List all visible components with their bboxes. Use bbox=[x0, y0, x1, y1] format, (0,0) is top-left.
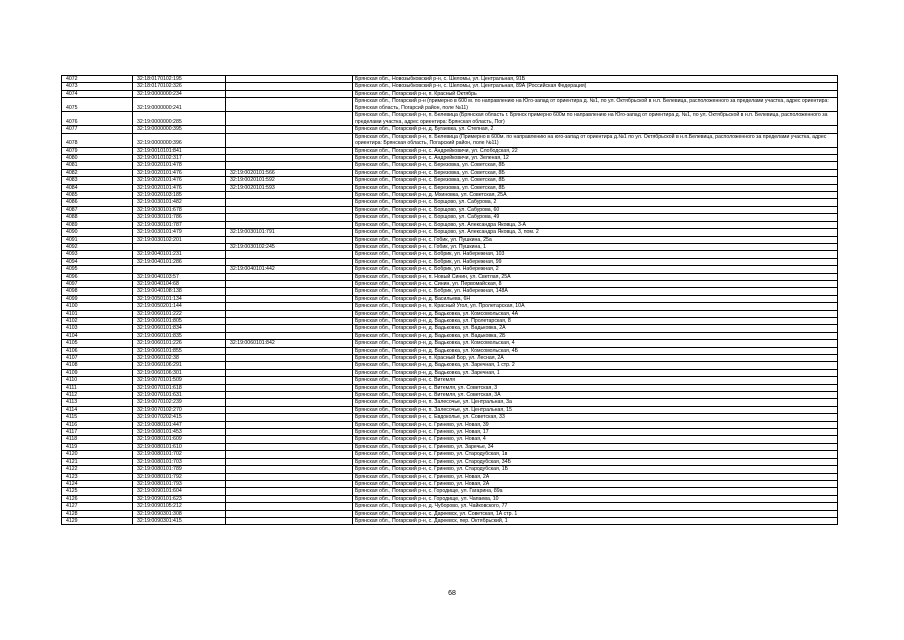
address-cell: Брянская обл., Погарский р-н, с. Борщово, ул. Сабурова, 49 bbox=[353, 214, 838, 221]
row-number-cell: 4082 bbox=[62, 169, 133, 176]
address-cell: Брянская обл., Погарский р-н, п. Белевица (Примерно в 600м. по направлению на юго-запад от ориентира д.№1 по ул. Октябрьской в н.п.Белевица, расположенного за пределами участка, адрес ориентира: Брянская область, Погарский район, поле №11) bbox=[353, 133, 838, 147]
parent-number-cell bbox=[226, 436, 353, 443]
address-cell: Брянская обл., Погарский р-н, п. Залесочье, ул. Центральная, 3а bbox=[353, 399, 838, 406]
parent-number-cell bbox=[226, 310, 353, 317]
row-number-cell: 4123 bbox=[62, 473, 133, 480]
address-cell: Брянская обл., Погарский р-н, с. Гринево, ул. Новая, 2А bbox=[353, 473, 838, 480]
address-cell: Брянская обл., Погарский р-н, д. Васильева, 6Н bbox=[353, 295, 838, 302]
row-number-cell: 4072 bbox=[62, 76, 133, 83]
cadastral-number-cell: 32:19:0000000:241 bbox=[133, 98, 226, 112]
parent-number-cell bbox=[226, 503, 353, 510]
table-row bbox=[62, 317, 838, 324]
cadastral-number-cell: 32:19:0080101:793 bbox=[133, 480, 226, 487]
row-number-cell: 4095 bbox=[62, 266, 133, 273]
parent-number-cell bbox=[226, 258, 353, 265]
table-row bbox=[62, 510, 838, 517]
cadastral-number-cell: 32:19:0070202:415 bbox=[133, 414, 226, 421]
row-number-cell: 4106 bbox=[62, 347, 133, 354]
address-cell: Брянская обл., Погарский р-н, с. Андрейковичи, ул. Слободская, 22 bbox=[353, 147, 838, 154]
parent-number-cell: 32:19:0060101:842 bbox=[226, 340, 353, 347]
cadastral-number-cell: 32:19:0050101:134 bbox=[133, 295, 226, 302]
row-number-cell: 4078 bbox=[62, 133, 133, 147]
table-row bbox=[62, 184, 838, 191]
row-number-cell: 4096 bbox=[62, 273, 133, 280]
cadastral-number-cell: 32:19:0070101:509 bbox=[133, 377, 226, 384]
row-number-cell: 4073 bbox=[62, 83, 133, 90]
row-number-cell: 4112 bbox=[62, 392, 133, 399]
cadastral-number-cell: 32:19:0080101:702 bbox=[133, 451, 226, 458]
cadastral-number-cell: 32:19:0040108:138 bbox=[133, 288, 226, 295]
parent-number-cell bbox=[226, 451, 353, 458]
table-row bbox=[62, 406, 838, 413]
table-row bbox=[62, 112, 838, 126]
table-row bbox=[62, 177, 838, 184]
cadastral-number-cell: 32:19:0000000:396 bbox=[133, 133, 226, 147]
parent-number-cell bbox=[226, 199, 353, 206]
address-cell: Брянская обл., Погарский р-н, д. Вадьковка, ул. Заречная, 1 стр. 2 bbox=[353, 362, 838, 369]
table-row bbox=[62, 162, 838, 169]
table-row bbox=[62, 458, 838, 465]
address-cell: Брянская обл., Погарский р-н, с. Бобрик, ул. Набережная, 148А bbox=[353, 288, 838, 295]
table-row bbox=[62, 83, 838, 90]
table-row bbox=[62, 384, 838, 391]
table-row bbox=[62, 155, 838, 162]
cadastral-number-cell: 32:19:0030101:786 bbox=[133, 214, 226, 221]
table-row bbox=[62, 503, 838, 510]
table-row bbox=[62, 98, 838, 112]
table-row bbox=[62, 466, 838, 473]
cadastral-number-cell: 32:19:0000000:234 bbox=[133, 90, 226, 97]
address-cell: Брянская обл., Погарский р-н, с. Березовка, ул. Советская, 8Б bbox=[353, 162, 838, 169]
row-number-cell: 4087 bbox=[62, 206, 133, 213]
cadastral-number-cell: 32:19:0060101:805 bbox=[133, 317, 226, 324]
table-row bbox=[62, 273, 838, 280]
cadastral-number-cell: 32:19:0080101:453 bbox=[133, 429, 226, 436]
row-number-cell: 4083 bbox=[62, 177, 133, 184]
address-cell: Брянская обл., Погарский р-н, д. Вадьковка, ул. Заречная, 1 bbox=[353, 369, 838, 376]
table-row bbox=[62, 199, 838, 206]
parent-number-cell bbox=[226, 206, 353, 213]
parent-number-cell bbox=[226, 406, 353, 413]
cadastral-number-cell bbox=[133, 266, 226, 273]
cadastral-number-cell bbox=[133, 243, 226, 250]
table-row bbox=[62, 325, 838, 332]
table-row bbox=[62, 169, 838, 176]
row-number-cell: 4074 bbox=[62, 90, 133, 97]
row-number-cell: 4103 bbox=[62, 325, 133, 332]
address-cell: Брянская обл., Погарский р-н, п. Красный Октябрь bbox=[353, 90, 838, 97]
cadastral-number-cell: 32:19:0080101:792 bbox=[133, 473, 226, 480]
parent-number-cell bbox=[226, 458, 353, 465]
parent-number-cell bbox=[226, 517, 353, 524]
table-row bbox=[62, 133, 838, 147]
row-number-cell: 4080 bbox=[62, 155, 133, 162]
address-cell: Брянская обл., Погарский р-н, с. Городище, ул. Гагарина, 89а bbox=[353, 488, 838, 495]
cadastral-number-cell: 32:19:0080101:789 bbox=[133, 466, 226, 473]
cadastral-number-cell: 32:19:0030101:482 bbox=[133, 199, 226, 206]
table-row bbox=[62, 288, 838, 295]
address-cell: Брянская обл., Погарский р-н, с. Гобик, ул. Пушкина, 25а bbox=[353, 236, 838, 243]
row-number-cell: 4119 bbox=[62, 443, 133, 450]
row-number-cell: 4121 bbox=[62, 458, 133, 465]
address-cell: Брянская обл., Погарский р-н, с. Гринево, ул. Стародубская, 1Б bbox=[353, 466, 838, 473]
cadastral-number-cell: 32:19:0030101:678 bbox=[133, 206, 226, 213]
address-cell: Брянская обл., Погарский р-н, с. Гринево, ул. Новая, 39 bbox=[353, 421, 838, 428]
parent-number-cell bbox=[226, 510, 353, 517]
table-row bbox=[62, 147, 838, 154]
cadastral-number-cell: 32:18:0170102:195 bbox=[133, 76, 226, 83]
address-cell: Брянская обл., Погарский р-н, с. Гринево, ул. Стародубская, 34Б bbox=[353, 458, 838, 465]
row-number-cell: 4107 bbox=[62, 355, 133, 362]
table-row bbox=[62, 221, 838, 228]
table-row bbox=[62, 495, 838, 502]
parent-number-cell bbox=[226, 421, 353, 428]
row-number-cell: 4079 bbox=[62, 147, 133, 154]
table-row bbox=[62, 266, 838, 273]
parent-number-cell bbox=[226, 355, 353, 362]
address-cell: Брянская обл., Погарский р-н, с. Витемля, ул. Советская, 3А bbox=[353, 392, 838, 399]
cadastral-number-cell: 32:19:0060106:301 bbox=[133, 369, 226, 376]
cadastral-number-cell: 32:19:0020101:478 bbox=[133, 162, 226, 169]
parent-number-cell bbox=[226, 480, 353, 487]
table-row bbox=[62, 451, 838, 458]
parent-number-cell bbox=[226, 392, 353, 399]
row-number-cell: 4105 bbox=[62, 340, 133, 347]
cadastral-number-cell: 32:19:0070101:631 bbox=[133, 392, 226, 399]
cadastral-number-cell: 32:19:0080101:610 bbox=[133, 443, 226, 450]
row-number-cell: 4084 bbox=[62, 184, 133, 191]
address-cell: Брянская обл., Погарский р-н, п. Красный Бор, ул. Лесная, 2А bbox=[353, 355, 838, 362]
row-number-cell: 4093 bbox=[62, 251, 133, 258]
parent-number-cell bbox=[226, 399, 353, 406]
cadastral-number-cell: 32:19:0010102:317 bbox=[133, 155, 226, 162]
cadastral-number-cell: 32:19:0060101:226 bbox=[133, 340, 226, 347]
table-row bbox=[62, 399, 838, 406]
table-row bbox=[62, 488, 838, 495]
address-cell: Брянская обл., Погарский р-н, д. Вадьковка, ул. Вадьковка, 2А bbox=[353, 325, 838, 332]
address-cell: Брянская обл., Погарский р-н, с. Городище, ул. Чапаева, 10 bbox=[353, 495, 838, 502]
address-cell: Брянская обл., Погарский р-н, с. Борщово, ул. Сабурова, 2 bbox=[353, 199, 838, 206]
table-row bbox=[62, 126, 838, 133]
parent-number-cell bbox=[226, 495, 353, 502]
cadastral-number-cell: 32:19:0060102:38 bbox=[133, 355, 226, 362]
parent-number-cell: 32:19:0030102:245 bbox=[226, 243, 353, 250]
address-cell: Брянская обл., Погарский р-н, с. Дареевск, ул. Советская, 1А стр. 1 bbox=[353, 510, 838, 517]
parent-number-cell bbox=[226, 332, 353, 339]
address-cell: Брянская обл., Новозыбковский р-н, с. Шеломы, ул. Центральная, 89А (Российская Федерация) bbox=[353, 83, 838, 90]
address-cell: Брянская обл., Погарский р-н, с. Борщово, ул. Сабурова, 60 bbox=[353, 206, 838, 213]
address-cell: Брянская обл., Погарский р-н, д. Бугаевка, ул. Степная, 2 bbox=[353, 126, 838, 133]
address-cell: Брянская обл., Погарский р-н, с. Бобрик, ул. Набережная, 103 bbox=[353, 251, 838, 258]
parent-number-cell bbox=[226, 147, 353, 154]
address-cell: Брянская обл., Погарский р-н, с. Витемля, ул. Советская, 3 bbox=[353, 384, 838, 391]
row-number-cell: 4086 bbox=[62, 199, 133, 206]
table-row bbox=[62, 243, 838, 250]
row-number-cell: 4092 bbox=[62, 243, 133, 250]
row-number-cell: 4089 bbox=[62, 221, 133, 228]
address-cell: Брянская обл., Погарский р-н, с. Дареевск, пер. Октябрьский, 1 bbox=[353, 517, 838, 524]
table-row bbox=[62, 436, 838, 443]
address-cell: Брянская обл., Погарский р-н, с. Евдоколье, ул. Советская, 33 bbox=[353, 414, 838, 421]
parent-number-cell bbox=[226, 488, 353, 495]
table-row bbox=[62, 229, 838, 236]
cadastral-number-cell: 32:19:0060101:834 bbox=[133, 325, 226, 332]
table-row bbox=[62, 251, 838, 258]
table-row bbox=[62, 369, 838, 376]
address-cell: Брянская обл., Погарский р-н, с. Борщово, ул. Александра Яковца, 3-А bbox=[353, 221, 838, 228]
table-row bbox=[62, 517, 838, 524]
cadastral-number-cell: 32:19:0070102:270 bbox=[133, 406, 226, 413]
parent-number-cell bbox=[226, 236, 353, 243]
parent-number-cell bbox=[226, 112, 353, 126]
cadastral-number-cell: 32:18:0170102:326 bbox=[133, 83, 226, 90]
table-row bbox=[62, 362, 838, 369]
cadastral-number-cell: 32:19:0040101:231 bbox=[133, 251, 226, 258]
row-number-cell: 4088 bbox=[62, 214, 133, 221]
table-row bbox=[62, 280, 838, 287]
address-cell: Брянская обл., Погарский р-н, с. Синин, ул. Первомайская, 8 bbox=[353, 280, 838, 287]
cadastral-number-cell: 32:19:0020101:476 bbox=[133, 169, 226, 176]
parent-number-cell bbox=[226, 288, 353, 295]
address-cell: Брянская обл., Погарский р-н, с. Гринево, ул. Стародубская, 1в bbox=[353, 451, 838, 458]
row-number-cell: 4076 bbox=[62, 112, 133, 126]
address-cell: Брянская обл., Погарский р-н, с. Березовка, ул. Советская, 8Б bbox=[353, 177, 838, 184]
parent-number-cell bbox=[226, 347, 353, 354]
row-number-cell: 4077 bbox=[62, 126, 133, 133]
address-cell: Брянская обл., Погарский р-н, с. Гринево, ул. Новая, 2А bbox=[353, 480, 838, 487]
address-cell: Брянская обл., Погарский р-н, д. Вадьковка, ул. Пролетарская, 8 bbox=[353, 317, 838, 324]
row-number-cell: 4085 bbox=[62, 192, 133, 199]
row-number-cell: 4125 bbox=[62, 488, 133, 495]
address-cell: Брянская обл., Погарский р-н, с. Андрейковичи, ул. Зеленая, 12 bbox=[353, 155, 838, 162]
address-cell: Брянская обл., Погарский р-н, п. Новый Синин, ул. Светлая, 25А bbox=[353, 273, 838, 280]
table-row bbox=[62, 392, 838, 399]
cadastral-number-cell: 32:19:0030101:479 bbox=[133, 229, 226, 236]
parent-number-cell bbox=[226, 325, 353, 332]
address-cell: Брянская обл., Погарский р-н, п. Залесочье, ул. Центральная, 15 bbox=[353, 406, 838, 413]
address-cell: Брянская обл., Погарский р-н, д. Вадьковка, ул. Комсомольская, 4 bbox=[353, 340, 838, 347]
table-row bbox=[62, 332, 838, 339]
table-row bbox=[62, 214, 838, 221]
address-cell: Брянская обл., Погарский р-н, п. Красный Угол, ул. Пролетарская, 10А bbox=[353, 303, 838, 310]
row-number-cell: 4117 bbox=[62, 429, 133, 436]
parent-number-cell: 32:19:0040101:442 bbox=[226, 266, 353, 273]
cadastral-number-cell: 32:19:0060101:855 bbox=[133, 347, 226, 354]
cadastral-number-cell: 32:19:0070102:239 bbox=[133, 399, 226, 406]
table-row bbox=[62, 76, 838, 83]
row-number-cell: 4115 bbox=[62, 414, 133, 421]
cadastral-number-cell: 32:19:0040104:68 bbox=[133, 280, 226, 287]
parent-number-cell bbox=[226, 162, 353, 169]
parent-number-cell bbox=[226, 221, 353, 228]
page-number: 68 bbox=[448, 590, 456, 597]
table-row bbox=[62, 421, 838, 428]
parent-number-cell bbox=[226, 473, 353, 480]
row-number-cell: 4111 bbox=[62, 384, 133, 391]
parent-number-cell: 32:19:0020101:593 bbox=[226, 184, 353, 191]
cadastral-number-cell: 32:19:0080101:609 bbox=[133, 436, 226, 443]
address-cell: Брянская обл., Погарский р-н, с. Витемля bbox=[353, 377, 838, 384]
parent-number-cell bbox=[226, 295, 353, 302]
row-number-cell: 4098 bbox=[62, 288, 133, 295]
address-cell: Брянская обл., Погарский р-н, д. Чуборово, ул. Чайковского, 77 bbox=[353, 503, 838, 510]
cadastral-number-cell: 32:19:0030101:787 bbox=[133, 221, 226, 228]
cadastral-number-cell: 32:19:0080101:703 bbox=[133, 458, 226, 465]
cadastral-number-cell: 32:19:0020101:476 bbox=[133, 184, 226, 191]
row-number-cell: 4116 bbox=[62, 421, 133, 428]
row-number-cell: 4094 bbox=[62, 258, 133, 265]
address-cell: Брянская обл., Погарский р-н, с. Гринево, ул. Новая, 4 bbox=[353, 436, 838, 443]
parent-number-cell bbox=[226, 317, 353, 324]
parent-number-cell bbox=[226, 155, 353, 162]
cadastral-number-cell: 32:19:0090301:415 bbox=[133, 517, 226, 524]
table-row bbox=[62, 90, 838, 97]
row-number-cell: 4099 bbox=[62, 295, 133, 302]
row-number-cell: 4114 bbox=[62, 406, 133, 413]
row-number-cell: 4118 bbox=[62, 436, 133, 443]
table-row bbox=[62, 443, 838, 450]
row-number-cell: 4129 bbox=[62, 517, 133, 524]
address-cell: Брянская обл., Погарский р-н, д. Вадьковка, ул. Вадьковка, 2Б bbox=[353, 332, 838, 339]
table-row bbox=[62, 473, 838, 480]
address-cell: Брянская обл., Погарский р-н, с. Борщово, ул. Александра Яковца, 3, пом. 2 bbox=[353, 229, 838, 236]
parent-number-cell bbox=[226, 133, 353, 147]
parent-number-cell bbox=[226, 429, 353, 436]
cadastral-number-cell: 32:19:0060101:835 bbox=[133, 332, 226, 339]
address-cell: Брянская обл., Погарский р-н, д. Вадьковка, ул. Комсомольская, 4Б bbox=[353, 347, 838, 354]
cadastral-number-cell: 32:19:0080101:447 bbox=[133, 421, 226, 428]
row-number-cell: 4100 bbox=[62, 303, 133, 310]
cadastral-number-cell: 32:19:0000000:285 bbox=[133, 112, 226, 126]
cadastral-number-cell: 32:19:0000000:395 bbox=[133, 126, 226, 133]
cadastral-number-cell: 32:19:0060101:222 bbox=[133, 310, 226, 317]
cadastral-number-cell: 32:19:0090101:623 bbox=[133, 495, 226, 502]
parent-number-cell bbox=[226, 362, 353, 369]
table-row bbox=[62, 303, 838, 310]
row-number-cell: 4097 bbox=[62, 280, 133, 287]
cadastral-number-cell: 32:19:0040101:286 bbox=[133, 258, 226, 265]
address-cell: Брянская обл., Погарский р-н, с. Березовка, ул. Советская, 8Б bbox=[353, 184, 838, 191]
cadastral-number-cell: 32:19:0050201:144 bbox=[133, 303, 226, 310]
cadastral-number-cell: 32:19:0060106:291 bbox=[133, 362, 226, 369]
row-number-cell: 4075 bbox=[62, 98, 133, 112]
address-cell: Брянская обл., Погарский р-н, с. Бобрик, ул. Набережная, 99 bbox=[353, 258, 838, 265]
parent-number-cell bbox=[226, 214, 353, 221]
parent-number-cell bbox=[226, 414, 353, 421]
cadastral-number-cell: 32:19:0030102:201 bbox=[133, 236, 226, 243]
parent-number-cell bbox=[226, 98, 353, 112]
address-cell: Брянская обл., Погарский р-н, п. Белевица (Брянская область г. Брянск примерно 600м по направлению на Юго-запад от ориентира д. №1, по ул. Октябрьской в н.п. Белевица, расположенного за пределами участка, адрес ориентира: Брянская область, Пог) bbox=[353, 112, 838, 126]
row-number-cell: 4109 bbox=[62, 369, 133, 376]
parent-number-cell bbox=[226, 90, 353, 97]
table-row bbox=[62, 414, 838, 421]
cadastral-number-cell: 32:19:0090101:604 bbox=[133, 488, 226, 495]
parent-number-cell: 32:19:0020101:566 bbox=[226, 169, 353, 176]
address-cell: Брянская обл., Погарский р-н (примерно в 600 м. по направлению на Юго-запад от ориентира д. №1, по ул. Октябрьской в н.п. Белевица, расположенного за пределами участка, адрес ориентира: Брянская область, Погарсий район, поле №11) bbox=[353, 98, 838, 112]
parent-number-cell bbox=[226, 443, 353, 450]
table-row bbox=[62, 258, 838, 265]
table-row bbox=[62, 192, 838, 199]
parent-number-cell bbox=[226, 280, 353, 287]
parent-number-cell bbox=[226, 76, 353, 83]
table-row bbox=[62, 429, 838, 436]
address-cell: Брянская обл., Погарский р-н, д. Вадьковка, ул. Комсомольская, 4А bbox=[353, 310, 838, 317]
address-cell: Брянская обл., Новозыбковский р-н, с. Шеломы, ул. Центральная, 91Б bbox=[353, 76, 838, 83]
parent-number-cell bbox=[226, 126, 353, 133]
cadastral-number-cell: 32:19:0020103:185 bbox=[133, 192, 226, 199]
table-row bbox=[62, 236, 838, 243]
parent-number-cell: 32:19:0020101:592 bbox=[226, 177, 353, 184]
row-number-cell: 4124 bbox=[62, 480, 133, 487]
row-number-cell: 4081 bbox=[62, 162, 133, 169]
parent-number-cell bbox=[226, 384, 353, 391]
cadastral-number-cell: 32:19:0090105:212 bbox=[133, 503, 226, 510]
cadastral-number-cell: 32:19:0040103:57 bbox=[133, 273, 226, 280]
row-number-cell: 4113 bbox=[62, 399, 133, 406]
table-row bbox=[62, 310, 838, 317]
address-cell: Брянская обл., Погарский р-н, с. Гринево, ул. Новая, 17 bbox=[353, 429, 838, 436]
cadastral-table bbox=[61, 75, 838, 525]
table-row bbox=[62, 355, 838, 362]
parent-number-cell bbox=[226, 369, 353, 376]
row-number-cell: 4102 bbox=[62, 317, 133, 324]
table-row bbox=[62, 295, 838, 302]
parent-number-cell bbox=[226, 466, 353, 473]
row-number-cell: 4091 bbox=[62, 236, 133, 243]
row-number-cell: 4090 bbox=[62, 229, 133, 236]
row-number-cell: 4126 bbox=[62, 495, 133, 502]
cadastral-number-cell: 32:19:0020101:476 bbox=[133, 177, 226, 184]
table-row bbox=[62, 206, 838, 213]
parent-number-cell bbox=[226, 303, 353, 310]
parent-number-cell bbox=[226, 83, 353, 90]
row-number-cell: 4110 bbox=[62, 377, 133, 384]
cadastral-number-cell: 32:19:0070101:618 bbox=[133, 384, 226, 391]
row-number-cell: 4101 bbox=[62, 310, 133, 317]
parent-number-cell bbox=[226, 251, 353, 258]
row-number-cell: 4127 bbox=[62, 503, 133, 510]
address-cell: Брянская обл., Погарский р-н, с. Бобрик, ул. Набережная, 2 bbox=[353, 266, 838, 273]
row-number-cell: 4120 bbox=[62, 451, 133, 458]
parent-number-cell bbox=[226, 377, 353, 384]
address-cell: Брянская обл., Погарский р-н, с. Гобик, ул. Пушкина, 1 bbox=[353, 243, 838, 250]
address-cell: Брянская обл., Погарский р-н, с. Березовка, ул. Советская, 8Б bbox=[353, 169, 838, 176]
table-row bbox=[62, 347, 838, 354]
address-cell: Брянская обл., Погарский р-н, с. Гринево, ул. Заречье, 34 bbox=[353, 443, 838, 450]
row-number-cell: 4104 bbox=[62, 332, 133, 339]
parent-number-cell: 32:19:0030101:791 bbox=[226, 229, 353, 236]
row-number-cell: 4108 bbox=[62, 362, 133, 369]
row-number-cell: 4128 bbox=[62, 510, 133, 517]
table-row bbox=[62, 480, 838, 487]
cadastral-number-cell: 32:19:0010101:841 bbox=[133, 147, 226, 154]
row-number-cell: 4122 bbox=[62, 466, 133, 473]
table-row bbox=[62, 377, 838, 384]
parent-number-cell bbox=[226, 192, 353, 199]
table-row bbox=[62, 340, 838, 347]
cadastral-number-cell: 32:19:0090301:308 bbox=[133, 510, 226, 517]
parent-number-cell bbox=[226, 273, 353, 280]
address-cell: Брянская обл., Погарский р-н, д. Мхиновка, ул. Советская, 25А bbox=[353, 192, 838, 199]
